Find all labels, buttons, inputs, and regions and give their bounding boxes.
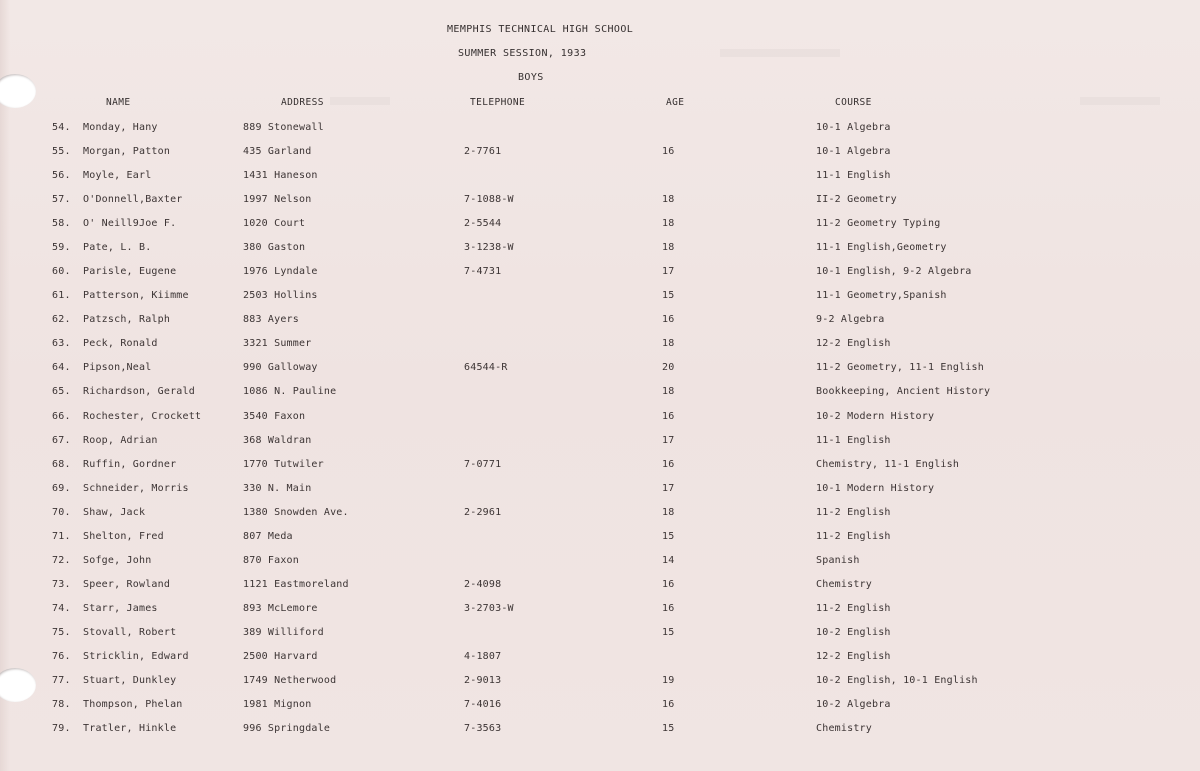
student-course: Chemistry bbox=[816, 578, 872, 590]
row-number: 76. bbox=[52, 650, 71, 662]
row-number: 73. bbox=[52, 578, 71, 590]
student-age: 18 bbox=[662, 194, 675, 206]
student-name: Moyle, Earl bbox=[83, 170, 152, 182]
student-course: 10-2 English, 10-1 English bbox=[816, 674, 978, 686]
student-name: Roop, Adrian bbox=[83, 434, 158, 446]
student-name: Pipson,Neal bbox=[83, 362, 152, 374]
student-age: 16 bbox=[662, 602, 675, 614]
student-course: 10-2 Modern History bbox=[816, 410, 935, 422]
table-row bbox=[0, 722, 1200, 746]
student-telephone: 3-1238-W bbox=[464, 242, 514, 254]
table-row bbox=[0, 554, 1200, 578]
table-row bbox=[0, 650, 1200, 674]
student-address: 2503 Hollins bbox=[243, 290, 318, 302]
row-number: 69. bbox=[52, 482, 71, 494]
student-age: 16 bbox=[662, 458, 675, 470]
student-course: Chemistry bbox=[816, 723, 872, 734]
student-name: Rochester, Crockett bbox=[83, 410, 202, 422]
student-course: 10-2 English bbox=[816, 626, 891, 638]
table-row bbox=[0, 482, 1200, 506]
row-number: 63. bbox=[52, 338, 71, 350]
student-address: 807 Meda bbox=[243, 530, 293, 542]
row-number: 72. bbox=[52, 554, 71, 566]
student-address: 889 Stonewall bbox=[243, 122, 324, 133]
student-name: Stovall, Robert bbox=[83, 626, 177, 638]
table-row bbox=[0, 361, 1200, 385]
student-age: 16 bbox=[662, 699, 675, 710]
student-telephone: 7-4016 bbox=[464, 699, 502, 710]
school-title: MEMPHIS TECHNICAL HIGH SCHOOL bbox=[447, 24, 634, 35]
student-address: 1431 Haneson bbox=[243, 170, 318, 182]
student-address: 3540 Faxon bbox=[243, 410, 306, 422]
student-name: Shaw, Jack bbox=[83, 506, 146, 518]
student-address: 1086 N. Pauline bbox=[243, 386, 337, 398]
student-course: 11-1 English bbox=[816, 434, 891, 446]
student-course: 10-1 Modern History bbox=[816, 482, 935, 494]
table-row bbox=[0, 241, 1200, 265]
table-row bbox=[0, 337, 1200, 361]
student-age: 20 bbox=[662, 362, 675, 374]
student-age: 19 bbox=[662, 674, 675, 686]
row-number: 74. bbox=[52, 602, 71, 614]
student-age: 18 bbox=[662, 218, 675, 230]
student-telephone: 2-9013 bbox=[464, 674, 502, 686]
student-telephone: 7-3563 bbox=[464, 723, 502, 734]
student-age: 16 bbox=[662, 146, 675, 157]
student-address: 435 Garland bbox=[243, 146, 312, 157]
student-age: 18 bbox=[662, 506, 675, 518]
table-row bbox=[0, 289, 1200, 313]
student-name: O' Neill9Joe F. bbox=[83, 218, 177, 230]
table-row bbox=[0, 626, 1200, 650]
student-telephone: 2-5544 bbox=[464, 218, 502, 230]
student-address: 1749 Netherwood bbox=[243, 674, 337, 686]
row-number: 64. bbox=[52, 362, 71, 374]
student-telephone: 2-2961 bbox=[464, 506, 502, 518]
student-name: Sofge, John bbox=[83, 554, 152, 566]
student-telephone: 64544-R bbox=[464, 362, 508, 374]
student-course: 11-2 Geometry Typing bbox=[816, 218, 941, 230]
table-row bbox=[0, 313, 1200, 337]
student-course: Bookkeeping, Ancient History bbox=[816, 386, 991, 398]
student-name: Morgan, Patton bbox=[83, 146, 171, 157]
student-address: 1020 Court bbox=[243, 218, 306, 230]
table-row bbox=[0, 193, 1200, 217]
row-number: 70. bbox=[52, 506, 71, 518]
table-row bbox=[0, 265, 1200, 289]
student-address: 1981 Mignon bbox=[243, 699, 312, 710]
student-age: 16 bbox=[662, 410, 675, 422]
table-row bbox=[0, 602, 1200, 626]
student-telephone: 7-1088-W bbox=[464, 194, 514, 206]
table-row bbox=[0, 145, 1200, 169]
row-number: 77. bbox=[52, 674, 71, 686]
student-course: 11-1 Geometry,Spanish bbox=[816, 290, 947, 302]
column-header-telephone: TELEPHONE bbox=[470, 97, 526, 108]
student-name: Pate, L. B. bbox=[83, 242, 152, 254]
column-header-age: AGE bbox=[666, 97, 685, 108]
student-course: 10-1 English, 9-2 Algebra bbox=[816, 266, 972, 278]
student-age: 17 bbox=[662, 482, 675, 494]
student-address: 1380 Snowden Ave. bbox=[243, 506, 349, 518]
student-address: 1976 Lyndale bbox=[243, 266, 318, 278]
student-telephone: 2-4098 bbox=[464, 578, 502, 590]
table-row bbox=[0, 434, 1200, 458]
row-number: 65. bbox=[52, 386, 71, 398]
student-telephone: 7-0771 bbox=[464, 458, 502, 470]
student-address: 3321 Summer bbox=[243, 338, 312, 350]
student-address: 883 Ayers bbox=[243, 314, 299, 326]
student-course: 10-2 Algebra bbox=[816, 699, 891, 710]
student-name: Shelton, Fred bbox=[83, 530, 164, 542]
student-address: 389 Williford bbox=[243, 626, 324, 638]
table-row bbox=[0, 506, 1200, 530]
student-course: 12-2 English bbox=[816, 338, 891, 350]
student-age: 14 bbox=[662, 554, 675, 566]
row-number: 75. bbox=[52, 626, 71, 638]
student-age: 17 bbox=[662, 434, 675, 446]
student-name: Patterson, Kiimme bbox=[83, 290, 189, 302]
student-address: 380 Gaston bbox=[243, 242, 306, 254]
table-row bbox=[0, 217, 1200, 241]
row-number: 59. bbox=[52, 242, 71, 254]
student-telephone: 4-1807 bbox=[464, 650, 502, 662]
student-age: 15 bbox=[662, 290, 675, 302]
student-name: Parisle, Eugene bbox=[83, 266, 177, 278]
student-course: 11-2 English bbox=[816, 530, 891, 542]
student-name: Richardson, Gerald bbox=[83, 386, 195, 398]
row-number: 68. bbox=[52, 458, 71, 470]
student-course: 11-2 English bbox=[816, 506, 891, 518]
student-name: Patzsch, Ralph bbox=[83, 314, 171, 326]
student-name: Monday, Hany bbox=[83, 122, 158, 133]
student-address: 330 N. Main bbox=[243, 482, 312, 494]
student-course: Chemistry, 11-1 English bbox=[816, 458, 960, 470]
student-name: Peck, Ronald bbox=[83, 338, 158, 350]
student-course: 12-2 English bbox=[816, 650, 891, 662]
row-number: 56. bbox=[52, 170, 71, 182]
table-row bbox=[0, 121, 1200, 145]
student-age: 16 bbox=[662, 314, 675, 326]
student-course: 11-2 English bbox=[816, 602, 891, 614]
column-header-address: ADDRESS bbox=[281, 97, 324, 108]
table-row bbox=[0, 698, 1200, 722]
student-telephone: 7-4731 bbox=[464, 266, 502, 278]
student-age: 15 bbox=[662, 723, 675, 734]
student-address: 2500 Harvard bbox=[243, 650, 318, 662]
student-address: 1997 Nelson bbox=[243, 194, 312, 206]
student-telephone: 2-7761 bbox=[464, 146, 502, 157]
student-address: 996 Springdale bbox=[243, 723, 331, 734]
student-age: 15 bbox=[662, 530, 675, 542]
student-age: 15 bbox=[662, 626, 675, 638]
student-age: 18 bbox=[662, 338, 675, 350]
row-number: 61. bbox=[52, 290, 71, 302]
student-age: 17 bbox=[662, 266, 675, 278]
student-course: 11-2 Geometry, 11-1 English bbox=[816, 362, 984, 374]
student-course: II-2 Geometry bbox=[816, 194, 897, 206]
row-number: 78. bbox=[52, 699, 71, 710]
session-title: SUMMER SESSION, 1933 bbox=[458, 48, 587, 59]
student-address: 1770 Tutwiler bbox=[243, 458, 324, 470]
student-name: Starr, James bbox=[83, 602, 158, 614]
student-address: 870 Faxon bbox=[243, 554, 299, 566]
student-age: 16 bbox=[662, 578, 675, 590]
table-row bbox=[0, 385, 1200, 409]
student-name: Schneider, Morris bbox=[83, 482, 189, 494]
column-header-name: NAME bbox=[106, 97, 131, 108]
table-row bbox=[0, 458, 1200, 482]
row-number: 60. bbox=[52, 266, 71, 278]
table-row bbox=[0, 169, 1200, 193]
student-telephone: 3-2703-W bbox=[464, 602, 514, 614]
student-address: 990 Galloway bbox=[243, 362, 318, 374]
table-row bbox=[0, 410, 1200, 434]
table-row bbox=[0, 530, 1200, 554]
row-number: 62. bbox=[52, 314, 71, 326]
student-course: Spanish bbox=[816, 554, 860, 566]
student-name: Ruffin, Gordner bbox=[83, 458, 177, 470]
student-course: 10-1 Algebra bbox=[816, 146, 891, 157]
row-number: 71. bbox=[52, 530, 71, 542]
table-row bbox=[0, 674, 1200, 698]
group-title: BOYS bbox=[518, 72, 544, 83]
student-name: Stricklin, Edward bbox=[83, 650, 189, 662]
student-age: 18 bbox=[662, 242, 675, 254]
student-name: O'Donnell,Baxter bbox=[83, 194, 183, 206]
student-address: 368 Waldran bbox=[243, 434, 312, 446]
student-course: 11-1 English bbox=[816, 170, 891, 182]
student-age: 18 bbox=[662, 386, 675, 398]
student-address: 893 McLemore bbox=[243, 602, 318, 614]
punch-hole-top bbox=[0, 74, 36, 108]
student-course: 10-1 Algebra bbox=[816, 122, 891, 133]
student-name: Speer, Rowland bbox=[83, 578, 171, 590]
row-number: 55. bbox=[52, 146, 71, 157]
row-number: 67. bbox=[52, 434, 71, 446]
column-header-course: COURSE bbox=[835, 97, 872, 108]
row-number: 66. bbox=[52, 410, 71, 422]
student-address: 1121 Eastmoreland bbox=[243, 578, 349, 590]
row-number: 58. bbox=[52, 218, 71, 230]
table-row bbox=[0, 578, 1200, 602]
row-number: 54. bbox=[52, 122, 71, 133]
student-name: Thompson, Phelan bbox=[83, 699, 183, 710]
row-number: 57. bbox=[52, 194, 71, 206]
row-number: 79. bbox=[52, 723, 71, 734]
student-name: Stuart, Dunkley bbox=[83, 674, 177, 686]
student-course: 11-1 English,Geometry bbox=[816, 242, 947, 254]
student-name: Tratler, Hinkle bbox=[83, 723, 177, 734]
student-course: 9-2 Algebra bbox=[816, 314, 885, 326]
